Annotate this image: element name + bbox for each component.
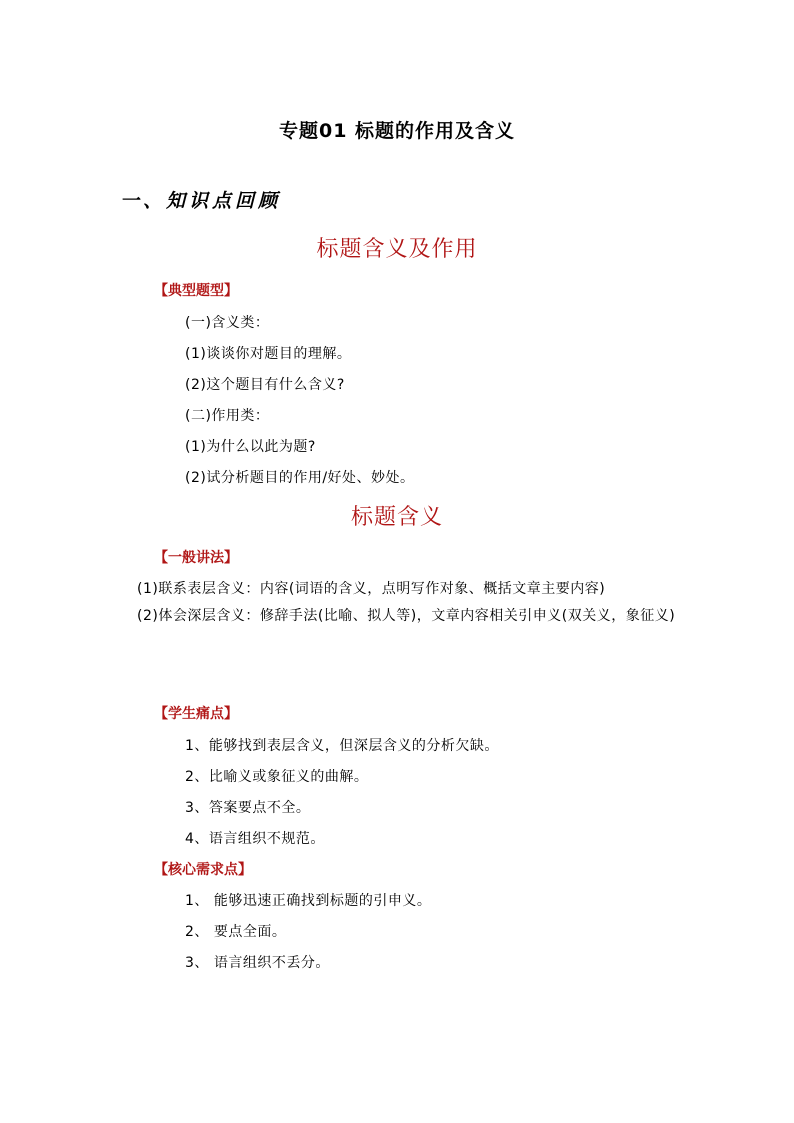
student-pain-points-label: 【学生痛点】 bbox=[154, 706, 238, 722]
section-heading: 一、知识点回顾 bbox=[120, 190, 282, 212]
list-item: (1)联系表层含义：内容(词语的含义，点明写作对象、概括文章主要内容) bbox=[137, 581, 606, 597]
list-item: (1)为什么以此为题? bbox=[185, 439, 316, 455]
list-item: (1)谈谈你对题目的理解。 bbox=[185, 346, 352, 362]
list-item: 4、语言组织不规范。 bbox=[185, 831, 325, 847]
core-needs-label: 【核心需求点】 bbox=[154, 862, 252, 878]
list-item: (一)含义类： bbox=[185, 315, 270, 331]
list-item: (2)这个题目有什么含义? bbox=[185, 377, 345, 393]
page-title: 专题01 标题的作用及含义 bbox=[278, 120, 516, 142]
general-method-label: 【一般讲法】 bbox=[154, 550, 238, 566]
list-item: 1、 能够迅速正确找到标题的引申义。 bbox=[185, 893, 432, 909]
list-item: 2、 要点全面。 bbox=[185, 924, 287, 940]
list-item: 3、 语言组织不丢分。 bbox=[185, 955, 330, 971]
list-item: (二)作用类： bbox=[185, 408, 270, 424]
list-item: 2、比喻义或象征义的曲解。 bbox=[185, 769, 369, 785]
list-item: 3、答案要点不全。 bbox=[185, 800, 311, 816]
list-item: (2)体会深层含义：修辞手法(比喻、拟人等)，文章内容相关引申义(双关义，象征义) bbox=[137, 608, 676, 624]
sub-heading: 标题含义 bbox=[350, 505, 443, 530]
main-heading: 标题含义及作用 bbox=[316, 237, 478, 262]
list-item: 1、能够找到表层含义，但深层含义的分析欠缺。 bbox=[185, 738, 499, 754]
typical-questions-label: 【典型题型】 bbox=[154, 283, 238, 299]
list-item: (2)试分析题目的作用/好处、妙处。 bbox=[185, 470, 415, 486]
